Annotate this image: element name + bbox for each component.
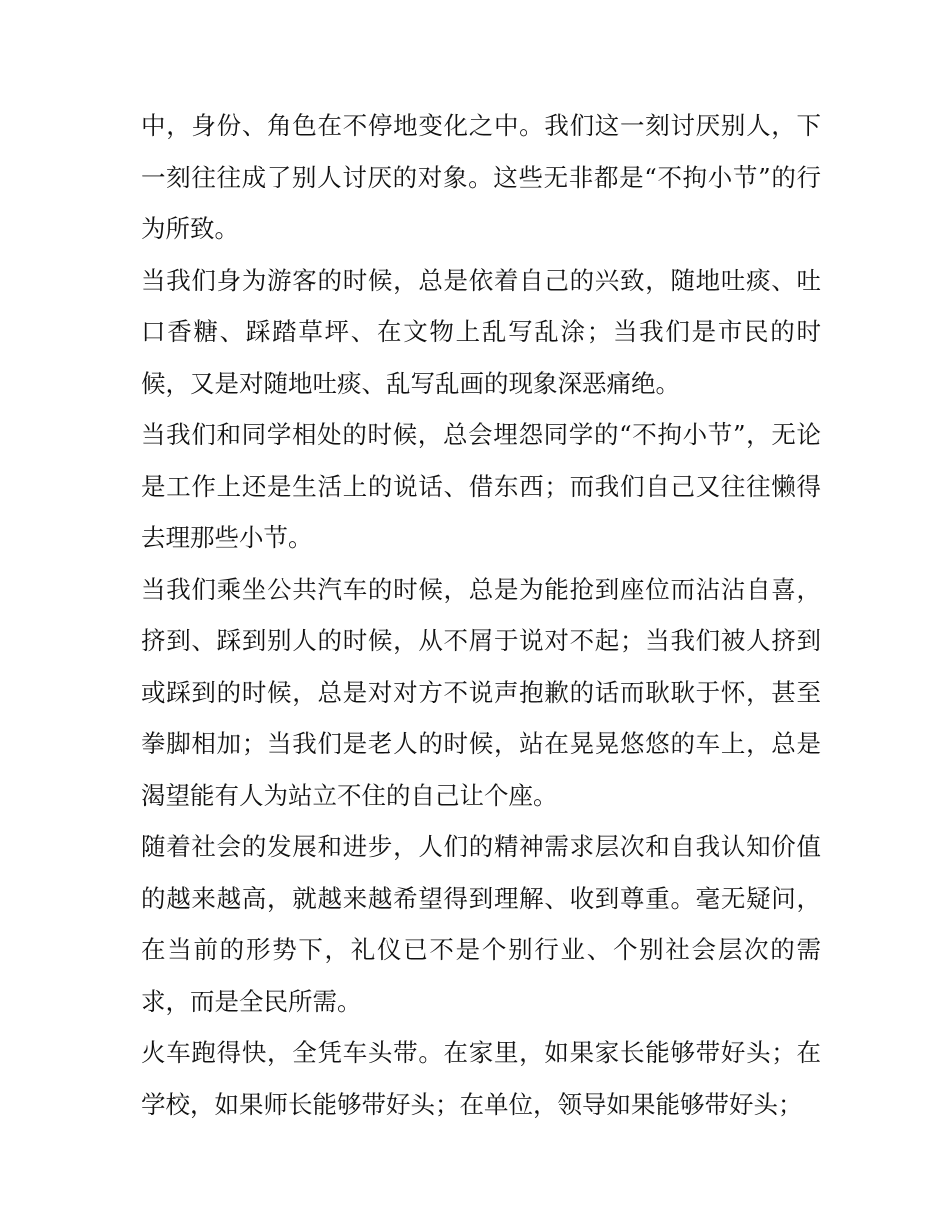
paragraph-tourist: 当我们身为游客的时候，总是依着自己的兴致，随地吐痰、吐口香糖、踩踏草坪、在文物上乱写乱涂；当我们是市民的时候，又是对随地吐痰、乱写乱画的现象深恶痛绝。 [141,265,821,398]
paragraph-public-bus: 当我们乘坐公共汽车的时候，总是为能抢到座位而沾沾自喜，挤到、踩到别人的时候，从不屑于说对不起；当我们被人挤到或踩到的时候，总是对对方不说声抱歉的话而耿耿于怀，甚至拳脚相加；当我们是老人的时候，站在晃晃悠悠的车上，总是渴望能有人为站立不住的自己让个座。 [141,574,821,810]
paragraph-social-progress: 随着社会的发展和进步，人们的精神需求层次和自我认知价值的越来越高，就越来越希望得到理解、收到尊重。毫无疑问，在当前的形势下，礼仪已不是个别行业、个别社会层次的需求，而是全民所需。 [141,832,821,1016]
paragraph-classmates: 当我们和同学相处的时候，总会埋怨同学的“不拘小节”，无论是工作上还是生活上的说话、借东西；而我们自己又往往懒得去理那些小节。 [141,420,821,552]
document-body [141,100,821,1130]
paragraph-identity-change: 中，身份、角色在不停地变化之中。我们这一刻讨厌别人，下一刻往往成了别人讨厌的对象。这些无非都是“不拘小节”的行为所致。 [141,111,821,243]
paragraph-lead-by-example: 火车跑得快，全凭车头带。在家里，如果家长能够带好头；在学校，如果师长能够带好头；在单位，领导如果能够带好头； [141,1038,821,1119]
